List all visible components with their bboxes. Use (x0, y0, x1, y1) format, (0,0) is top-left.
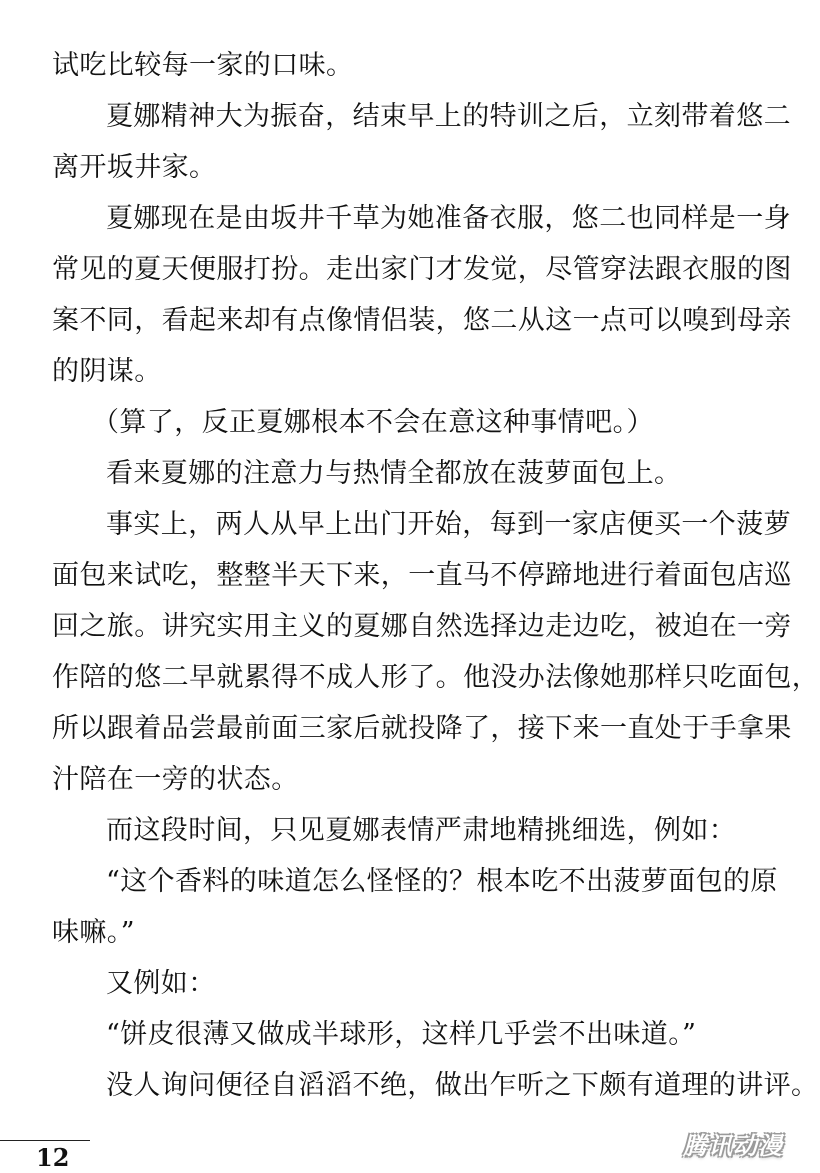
text-line: 事实上，两人从早上出门开始，每到一家店便买一个菠萝 (106, 509, 791, 540)
text-line: 而这段时间，只见夏娜表情严肃地精挑细选，例如： (106, 815, 737, 846)
text-line: 所以跟着品尝最前面三家后就投降了，接下来一直处于手拿果 (52, 713, 792, 744)
text-line: 没人询问便径自滔滔不绝，做出乍听之下颇有道理的讲评。 (106, 1070, 819, 1101)
watermark-logo: 腾讯动漫 (683, 1131, 783, 1160)
text-line: 味嘛。” (52, 917, 135, 948)
text-line: 夏娜精神大为振奋，结束早上的特训之后，立刻带着悠二 (106, 101, 791, 132)
text-line: 常见的夏天便服打扮。走出家门才发觉，尽管穿法跟衣服的图 (52, 254, 792, 285)
text-line: 面包来试吃，整整半天下来，一直马不停蹄地进行着面包店巡 (52, 560, 792, 591)
text-line: 回之旅。讲究实用主义的夏娜自然选择边走边吃，被迫在一旁 (52, 611, 792, 642)
text-line: 夏娜现在是由坂井千草为她准备衣服，悠二也同样是一身 (106, 203, 791, 234)
text-line: 汁陪在一旁的状态。 (52, 764, 299, 795)
text-line: 又例如： (106, 968, 216, 999)
text-line: 看来夏娜的注意力与热情全都放在菠萝面包上。 (106, 458, 682, 489)
footer-rule (0, 1140, 90, 1141)
body-text (52, 40, 820, 1111)
text-line: 作陪的悠二早就累得不成人形了。他没办法像她那样只吃面包， (52, 662, 820, 693)
text-line: 离开坂井家。 (52, 152, 217, 183)
text-line: “饼皮很薄又做成半球形，这样几乎尝不出味道。” (106, 1019, 697, 1050)
text-line: 的阴谋。 (52, 356, 162, 387)
text-line: （算了，反正夏娜根本不会在意这种事情吧。） (92, 407, 654, 438)
text-line: “这个香料的味道怎么怪怪的？根本吃不出菠萝面包的原 (106, 866, 778, 897)
text-line: 案不同，看起来却有点像情侣装，悠二从这一点可以嗅到母亲 (52, 305, 792, 336)
text-line: 试吃比较每一家的口味。 (52, 50, 354, 81)
page-number: 12 (36, 1143, 70, 1172)
